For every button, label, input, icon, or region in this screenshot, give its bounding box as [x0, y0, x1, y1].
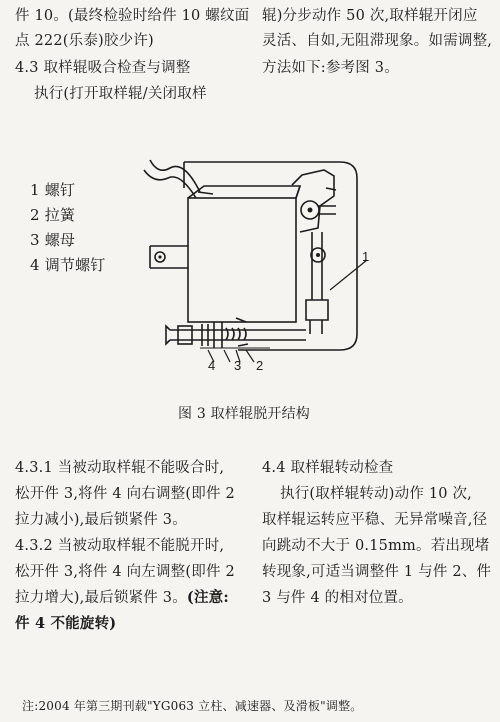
footnote: 注:2004 年第三期刊载"YG063 立柱、减速器、及滑板"调整。: [22, 699, 363, 713]
legend-item: 2 拉簧: [30, 206, 76, 224]
text-line: 辊)分步动作 50 次,取样辊开闭应: [262, 8, 478, 24]
section-heading: 4.4 取样辊转动检查: [262, 460, 394, 476]
callout-label: 1: [362, 249, 370, 264]
text-line: 执行(打开取样辊/关闭取样: [34, 86, 207, 102]
legend-item: 3 螺母: [30, 231, 76, 249]
callout-label: 3: [234, 358, 242, 373]
body-block: [188, 198, 296, 322]
text-line: 松开件 3,将件 4 向右调整(即件 2: [15, 486, 235, 502]
text-line: [15, 588, 229, 608]
text-line: 拉力减小),最后锁紧件 3。: [15, 512, 187, 528]
text-line: 灵活、自如,无阻滞现象。如需调整,: [262, 33, 493, 49]
text-segment: 拉力增大),最后锁紧件 3。: [15, 590, 187, 606]
text-line: 3 与件 4 的相对位置。: [262, 590, 413, 606]
legend-item: 4 调节螺钉: [30, 256, 106, 274]
text-line: 转现象,可适当调整件 1 与件 2、件: [262, 564, 492, 580]
callout-label: 4: [208, 358, 216, 373]
text-line: 松开件 3,将件 4 向左调整(即件 2: [15, 564, 235, 580]
text-line: 件 10。(最终检验时给件 10 螺纹面: [15, 8, 250, 24]
note-label: (注意:: [186, 589, 229, 606]
text-line: 执行(取样辊转动)动作 10 次,: [280, 486, 472, 502]
subsection-heading: 4.3.2 当被动取样辊不能脱开时,: [15, 538, 225, 554]
subsection-heading: 4.3.1 当被动取样辊不能吸合时,: [15, 460, 225, 476]
callout-label: 2: [256, 358, 264, 373]
note-text: 件 4 不能旋转): [15, 615, 117, 632]
figure-caption: 图 3 取样辊脱开结构: [178, 406, 311, 422]
text-line: 向跳动不大于 0.15mm。若出现堵: [262, 538, 490, 554]
text-line: 点 222(乐泰)胶少许): [15, 33, 154, 49]
section-heading: 4.3 取样辊吸合检查与调整: [15, 60, 191, 76]
text-line: 取样辊运转应平稳、无异常噪音,径: [262, 512, 488, 528]
legend-item: 1 螺钉: [30, 181, 76, 199]
text-line: 方法如下:参考图 3。: [262, 60, 399, 76]
lever-end: [306, 300, 328, 320]
